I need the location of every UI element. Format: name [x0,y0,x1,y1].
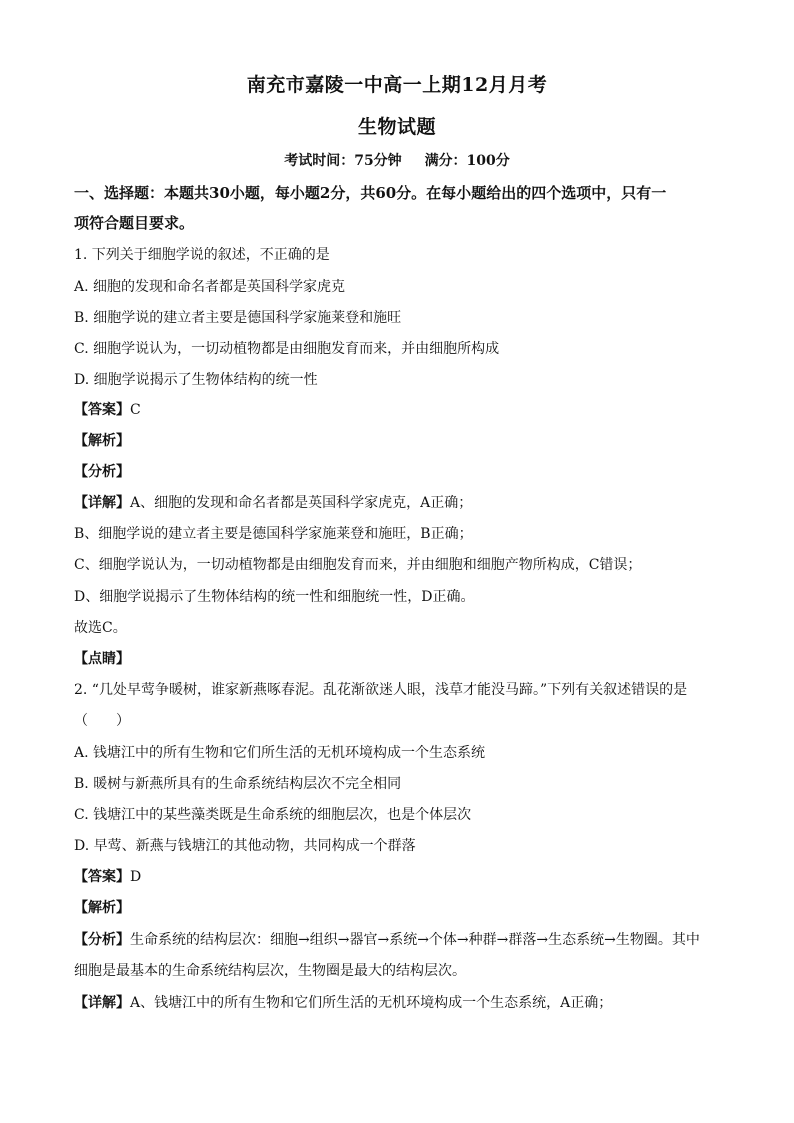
section-heading-line-2: 项符合题目要求。 [74,214,195,232]
detail-text: A、钱塘江中的所有生物和它们所生活的无机环境构成一个生态系统，A正确； [130,995,613,1011]
q2-fenxi-line-2: 细胞是最基本的生命系统结构层次，生物圈是最大的结构层次。 [74,963,466,979]
q2-option-b: B. 暖树与新燕所具有的生命系统结构层次不完全相同 [74,776,402,792]
q2-option-c: C. 钱塘江中的某些藻类既是生命系统的细胞层次，也是个体层次 [74,807,472,823]
q2-stem-line-2: （ ） [74,713,130,729]
q1-detail-line-4: D、细胞学说揭示了生物体结构的统一性和细胞统一性，D正确。 [74,589,475,605]
exam-score: 满分：100分 [424,153,510,169]
answer-tag: 【答案】 [74,402,130,418]
q1-option-a: A. 细胞的发现和命名者都是英国科学家虎克 [74,279,346,295]
section-heading-line-1: 一、选择题：本题共30小题，每小题2分，共60分。在每小题给出的四个选项中，只有一 [74,184,667,202]
q1-answer [74,400,724,420]
detail-text: A、细胞的发现和命名者都是英国科学家虎克，A正确； [130,495,473,511]
q2-option-a: A. 钱塘江中的所有生物和它们所生活的无机环境构成一个生态系统 [74,745,486,761]
detail-tag: 【详解】 [74,995,130,1011]
q1-detail-line-3: C、细胞学说认为，一切动植物都是由细胞发育而来，并由细胞和细胞产物所构成，C错误； [74,557,642,573]
q1-detail-line-1 [74,493,724,513]
q2-option-d: D. 早莺、新燕与钱塘江的其他动物，共同构成一个群落 [74,838,416,854]
exam-meta [0,150,794,170]
exam-title: 南充市嘉陵一中高一上期12月月考 [246,74,548,96]
detail-tag: 【详解】 [74,495,130,511]
answer-value: D [130,869,142,885]
fenxi-tag: 【分析】 [74,932,130,948]
q1-option-d: D. 细胞学说揭示了生物体结构的统一性 [74,372,318,388]
q1-conclusion: 故选C。 [74,620,127,636]
exam-time: 考试时间：75分钟 [284,153,402,169]
q2-detail-line-1 [74,993,724,1013]
answer-tag: 【答案】 [74,869,130,885]
q2-answer [74,867,724,887]
q2-stem-line-1: 2. “几处早莺争暖树，谁家新燕啄春泥。乱花渐欲迷人眼，浅草才能没马蹄。”下列有关叙述错误的是 [74,682,688,698]
q1-stem: 1. 下列关于细胞学说的叙述，不正确的是 [74,247,330,263]
q1-dianjing-tag: 【点睛】 [74,651,130,667]
q1-option-b: B. 细胞学说的建立者主要是德国科学家施莱登和施旺 [74,310,402,326]
q1-detail-line-2: B、细胞学说的建立者主要是德国科学家施莱登和施旺，B正确； [74,526,473,542]
fenxi-text: 生命系统的结构层次：细胞→组织→器官→系统→个体→种群→群落→生态系统→生物圈。其中 [130,932,700,948]
exam-subject: 生物试题 [357,116,436,138]
q2-fenxi-line-1 [74,930,724,950]
q2-analysis-tag: 【解析】 [74,900,130,916]
q1-fenxi-tag: 【分析】 [74,464,130,480]
q1-option-c: C. 细胞学说认为，一切动植物都是由细胞发育而来，并由细胞所构成 [74,341,500,357]
q1-analysis-tag: 【解析】 [74,433,130,449]
answer-value: C [130,402,141,418]
